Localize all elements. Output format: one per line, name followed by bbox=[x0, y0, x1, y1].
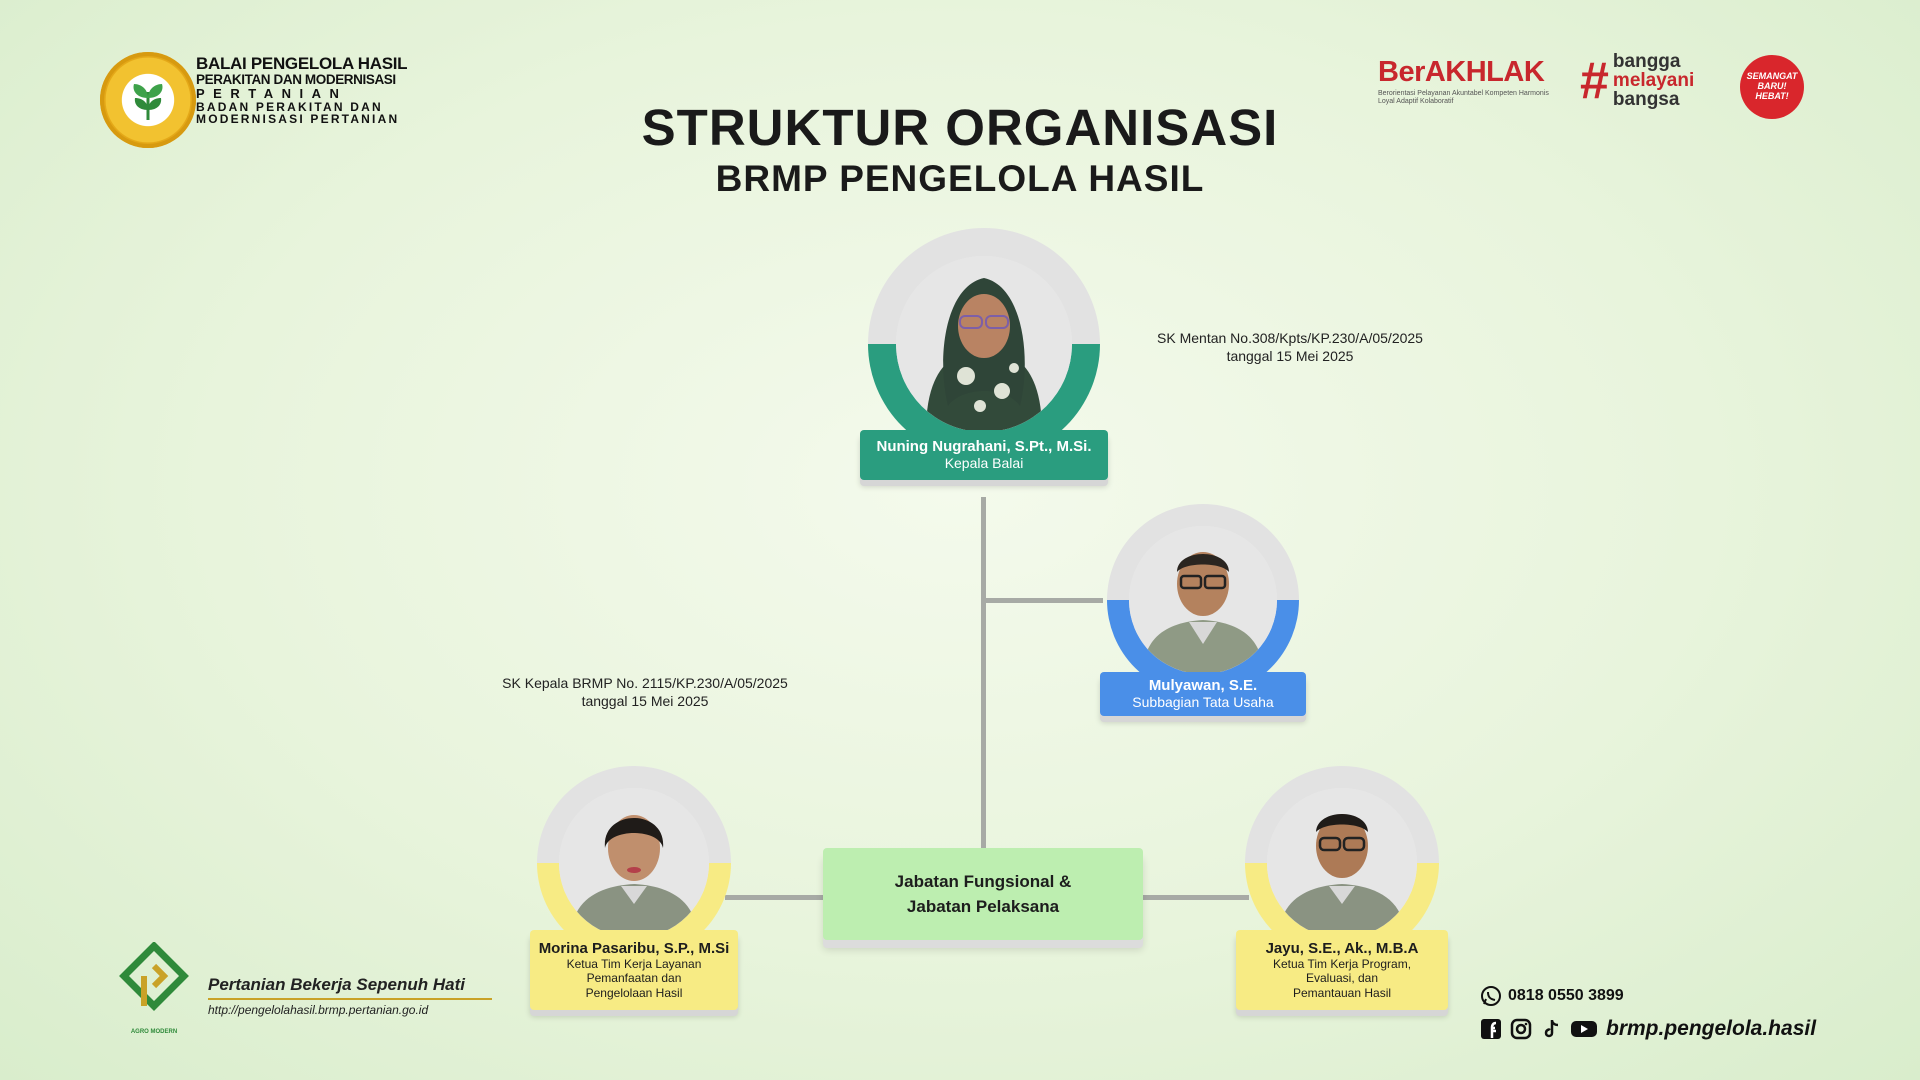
phone-number: 0818 0550 3899 bbox=[1508, 987, 1624, 1004]
right-photo bbox=[1267, 788, 1417, 938]
right-name: Jayu, S.E., Ak., M.B.A bbox=[1265, 939, 1419, 957]
admin-name-card bbox=[1100, 672, 1306, 716]
sk-head-line2: tanggal 15 Mei 2025 bbox=[1226, 347, 1354, 364]
admin-photo bbox=[1129, 526, 1277, 674]
social-handle[interactable]: brmp.pengelola.hasil bbox=[1606, 1017, 1817, 1040]
connector-to-right bbox=[1141, 895, 1249, 900]
left-name-card bbox=[530, 930, 738, 1010]
left-photo bbox=[559, 788, 709, 938]
berakhlak-logo bbox=[1378, 56, 1563, 107]
org-line-3: PERTANIAN bbox=[196, 86, 348, 102]
functional-line-2: Jabatan Pelaksana bbox=[906, 897, 1060, 916]
left-role-2: Pemanfaatan dan bbox=[586, 971, 682, 986]
admin-name: Mulyawan, S.E. bbox=[1148, 677, 1258, 695]
berakhlak-subtitle: Berorientasi Pelayanan Akuntabel Kompeten Harmonis Loyal Adaptif Kolaboratif bbox=[1378, 90, 1549, 106]
sk-head-note bbox=[1100, 330, 1480, 365]
page-title: STRUKTUR ORGANISASI bbox=[641, 99, 1279, 156]
left-name: Morina Pasaribu, S.P., M.Si bbox=[538, 939, 730, 957]
footer-tagline bbox=[208, 975, 492, 1017]
youtube-icon[interactable] bbox=[1570, 1018, 1598, 1040]
org-line-4: BADAN PERAKITAN DAN bbox=[196, 99, 383, 114]
tiktok-icon[interactable] bbox=[1540, 1018, 1562, 1040]
berakhlak-title: BerAKHLAK bbox=[1378, 56, 1545, 88]
admin-photo-frame bbox=[1107, 504, 1299, 696]
bangsa-word: bangsa bbox=[1612, 89, 1680, 110]
head-role: Kepala Balai bbox=[944, 455, 1024, 472]
tagline-divider bbox=[208, 998, 492, 1000]
head-photo-frame bbox=[868, 228, 1100, 460]
facebook-icon[interactable] bbox=[1480, 1018, 1502, 1040]
melayani-word: melayani bbox=[1612, 70, 1695, 91]
agro-modern-icon bbox=[118, 942, 190, 1024]
agro-modern-logo bbox=[118, 942, 190, 1035]
connector-to-admin bbox=[983, 598, 1103, 603]
website-url[interactable]: http://pengelolahasil.brmp.pertanian.go.id bbox=[208, 1003, 429, 1017]
page-subtitle: BRMP PENGELOLA HASIL bbox=[715, 158, 1205, 199]
left-role-1: Ketua Tim Kerja Layanan bbox=[566, 956, 702, 971]
functional-line-1: Jabatan Fungsional & bbox=[894, 871, 1072, 891]
left-role-3: Pengelolaan Hasil bbox=[585, 985, 683, 1000]
org-line-1: BALAI PENGELOLA HASIL bbox=[196, 54, 408, 73]
sk-left-note bbox=[455, 675, 835, 710]
agro-modern-label: AGRO MODERN bbox=[130, 1029, 178, 1035]
social-links bbox=[1480, 1017, 1816, 1041]
org-line-2: PERAKITAN DAN MODERNISASI bbox=[196, 71, 396, 87]
connector-to-left bbox=[725, 895, 825, 900]
right-role-2: Evaluasi, dan bbox=[1305, 971, 1379, 986]
connector-vertical bbox=[981, 497, 986, 850]
instagram-icon[interactable] bbox=[1510, 1018, 1532, 1040]
whatsapp-icon[interactable] bbox=[1480, 985, 1502, 1007]
phone-contact bbox=[1480, 985, 1624, 1007]
head-name: Nuning Nugrahani, S.Pt., M.Si. bbox=[876, 438, 1092, 456]
sk-left-line1: SK Kepala BRMP No. 2115/KP.230/A/05/2025 bbox=[502, 675, 788, 691]
tagline-text: Pertanian Bekerja Sepenuh Hati bbox=[208, 975, 465, 994]
admin-role: Subbagian Tata Usaha bbox=[1132, 694, 1274, 711]
right-role-1: Ketua Tim Kerja Program, bbox=[1272, 956, 1412, 971]
head-name-card bbox=[860, 430, 1108, 480]
head-photo bbox=[896, 256, 1072, 432]
hashtag-icon: # bbox=[1580, 51, 1609, 110]
org-line-5: MODERNISASI PERTANIAN bbox=[196, 112, 400, 127]
right-role-3: Pemantauan Hasil bbox=[1292, 985, 1392, 1000]
sk-left-line2: tanggal 15 Mei 2025 bbox=[581, 692, 709, 709]
bangga-melayani-logo bbox=[1580, 52, 1694, 109]
right-name-card bbox=[1236, 930, 1448, 1010]
bangga-word: bangga bbox=[1612, 51, 1681, 72]
semangat-seal-logo: SEMANGAT BARU! HEBAT! bbox=[1740, 55, 1804, 119]
sk-head-line1: SK Mentan No.308/Kpts/KP.230/A/05/2025 bbox=[1157, 330, 1423, 346]
functional-positions-box bbox=[823, 848, 1143, 940]
